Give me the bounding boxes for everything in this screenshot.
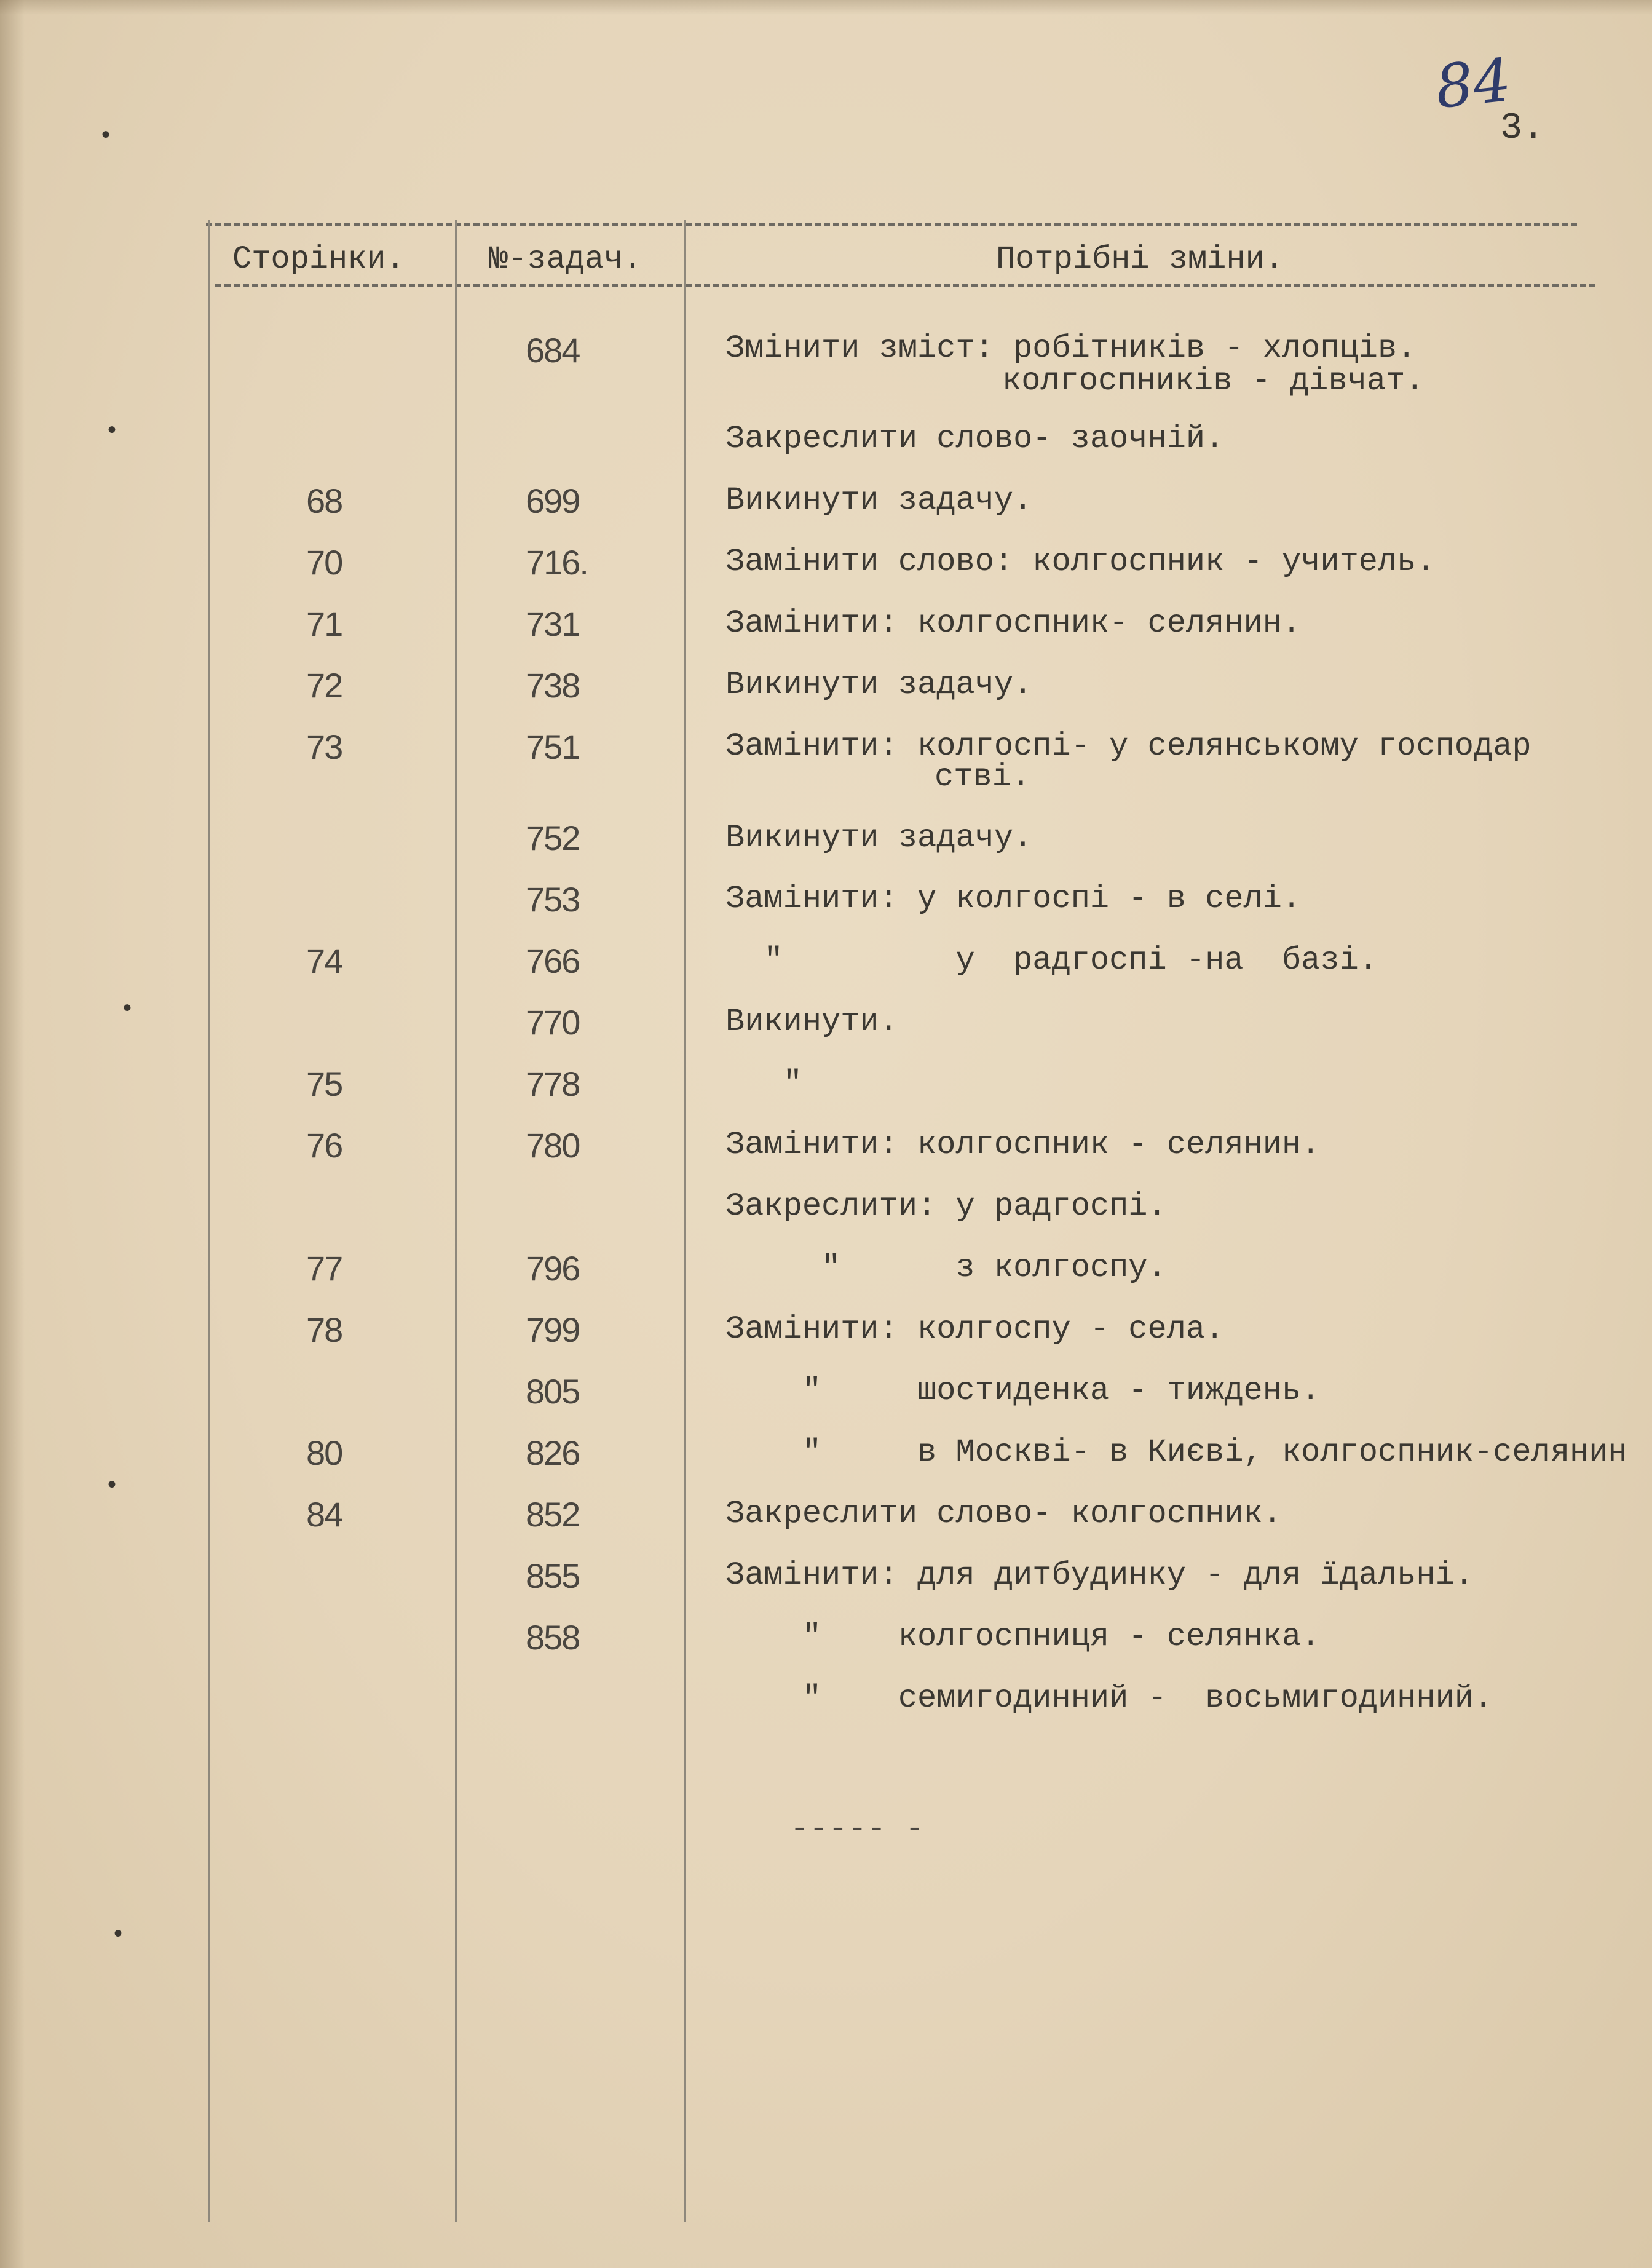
change-text: Замінити: для дитбудинку - для їдальні. <box>725 1557 1474 1593</box>
change-text: Викинути задачу. <box>725 667 1033 703</box>
page-number: 75 <box>306 1065 342 1103</box>
change-text: Викинути задачу. <box>725 820 1033 856</box>
change-text: " в Москві- в Києві, колгоспник-селянин <box>725 1434 1627 1470</box>
change-text: Закреслити: у радгоспі. <box>725 1188 1167 1224</box>
task-number: 780 <box>526 1126 580 1165</box>
page-edge-shadow <box>0 0 25 2268</box>
change-text: Замінити: колгоспу - села. <box>725 1311 1225 1347</box>
typed-page-number: 3. <box>1500 108 1545 149</box>
task-number: 716. <box>526 543 588 582</box>
change-text: Замінити: у колгоспі - в селі. <box>725 881 1302 917</box>
page-number: 68 <box>306 482 342 520</box>
task-number: 799 <box>526 1310 580 1349</box>
change-text-continued: колгоспників - дівчат. <box>1002 363 1425 399</box>
column-divider-middle <box>455 220 457 2222</box>
change-text: " колгоспниця - селянка. <box>725 1619 1321 1655</box>
task-number: 751 <box>526 728 580 766</box>
page-number: 76 <box>306 1126 342 1165</box>
task-number: 805 <box>526 1372 580 1411</box>
change-text: Викинути. <box>725 1004 898 1040</box>
page-top-shadow <box>0 0 1652 15</box>
change-text: Закреслити слово- заочній. <box>725 421 1225 457</box>
task-number: 858 <box>526 1618 580 1657</box>
task-number: 778 <box>526 1065 580 1103</box>
change-text: " <box>725 1065 802 1101</box>
page-number: 71 <box>306 605 342 643</box>
change-text-continued: стві. <box>935 759 1031 795</box>
handwritten-folio-number: 84 <box>1432 45 1514 122</box>
task-number: 766 <box>526 942 580 980</box>
page-number: 74 <box>306 942 342 980</box>
page-number: 73 <box>306 728 342 766</box>
change-text: " у радгоспі -на базі. <box>725 942 1378 978</box>
change-text: Замінити: колгоспник - селянин. <box>725 1127 1321 1163</box>
task-number: 796 <box>526 1249 580 1288</box>
task-number: 753 <box>526 880 580 919</box>
header-required-changes: Потрібні зміни. <box>996 241 1284 277</box>
paper-speck: • <box>105 418 120 446</box>
task-number: 852 <box>526 1495 580 1534</box>
header-pages: Сторінки. <box>232 241 405 277</box>
page-number: 77 <box>306 1249 342 1288</box>
change-text: " з колгоспу. <box>725 1250 1167 1286</box>
task-number: 770 <box>526 1003 580 1042</box>
page-number: 72 <box>306 666 342 705</box>
page-number: 78 <box>306 1310 342 1349</box>
paper-speck: • <box>120 996 135 1024</box>
header-top-rule <box>206 223 1577 226</box>
change-text: Замінити слово: колгоспник - учитель. <box>725 544 1436 580</box>
column-divider-left <box>208 220 210 2222</box>
change-text: Замінити: колгоспі- у селянському господар <box>725 728 1531 764</box>
task-number: 684 <box>526 331 580 370</box>
page-number: 80 <box>306 1433 342 1472</box>
change-text: Закреслити слово- колгоспник. <box>725 1496 1282 1532</box>
paper-speck: • <box>111 1922 126 1949</box>
task-number: 826 <box>526 1433 580 1472</box>
task-number: 738 <box>526 666 580 705</box>
change-text: " семигодинний - восьмигодинний. <box>725 1680 1493 1716</box>
page-number: 84 <box>306 1495 342 1534</box>
task-number: 731 <box>526 605 580 643</box>
header-bottom-rule <box>215 284 1595 287</box>
page-number: 70 <box>306 543 342 582</box>
task-number: 699 <box>526 482 580 520</box>
task-number: 855 <box>526 1556 580 1595</box>
change-text: Змінити зміст: робітників - хлопців. <box>725 330 1417 367</box>
paper-speck: • <box>105 1473 120 1501</box>
header-task-number: №-задач. <box>489 241 642 277</box>
paper-speck: • <box>98 123 114 151</box>
change-text: " шостиденка - тиждень. <box>725 1373 1321 1409</box>
task-number: 752 <box>526 819 580 857</box>
closing-dash-line: ----- - <box>790 1811 925 1847</box>
column-divider-right <box>684 220 686 2222</box>
change-text: Замінити: колгоспник- селянин. <box>725 605 1302 641</box>
change-text: Викинути задачу. <box>725 482 1033 518</box>
